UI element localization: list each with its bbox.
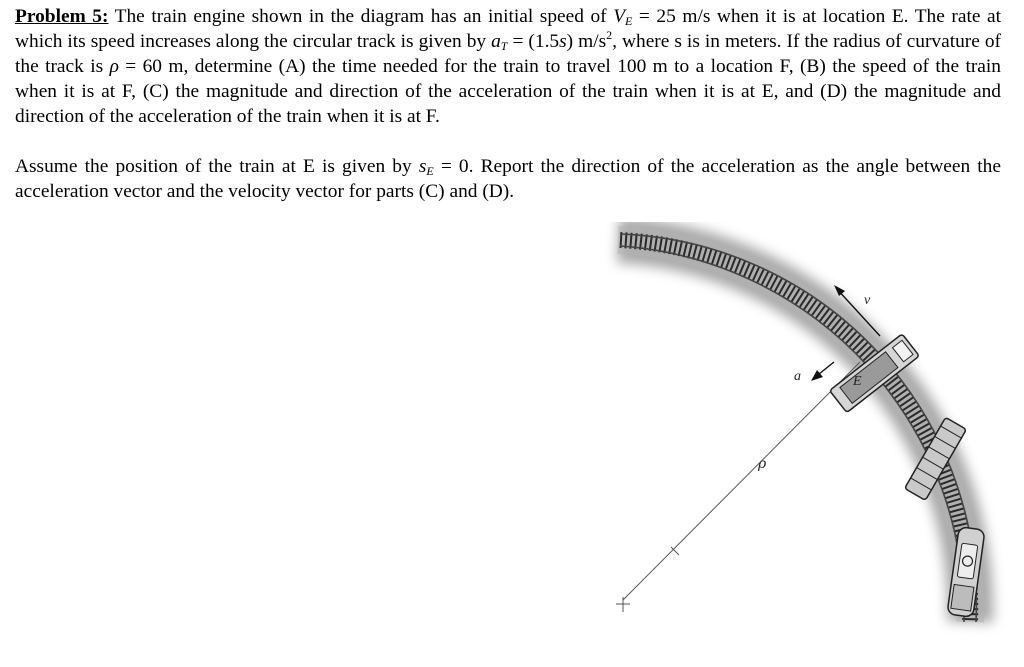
position-symbol: s (559, 31, 567, 52)
acceleration-label: a (794, 369, 801, 384)
tangential-accel-symbol: a (491, 31, 501, 52)
problem-statement (15, 4, 1001, 204)
tangential-accel-subscript: T (500, 39, 508, 53)
position-symbol: s (418, 156, 427, 177)
text-run: The train engine shown in the diagram has an initial speed of (108, 6, 614, 27)
problem-paragraph-1 (15, 4, 1001, 129)
location-e-label: E (853, 374, 862, 389)
velocity-label: v (864, 293, 871, 308)
problem-paragraph-2 (15, 154, 1001, 204)
text-run: = 0. Report the direction of the acceleration as the angle between the acceleration vector and the velocity vector for parts (C) and (D). (15, 156, 1001, 202)
text-run: = (1.5 (507, 31, 560, 52)
train-track-diagram (598, 222, 1008, 642)
text-run: Assume the position of the train at E is given by (15, 156, 419, 177)
text-run: , where s is in meters. If the radius of curvature of the track is (15, 31, 1002, 77)
text-run: = 25 m/s when it is at location E. The rate at which its speed increases along the circular track is given by (15, 6, 1001, 52)
velocity-subscript: E (625, 14, 633, 28)
radius-label: ρ (758, 456, 767, 472)
text-run: ) m/s (566, 31, 607, 52)
problem-heading: Problem 5: (15, 6, 109, 27)
railroad-ties (620, 240, 970, 622)
position-subscript: E (426, 164, 434, 178)
velocity-symbol: V (613, 6, 626, 27)
squared-superscript: 2 (606, 28, 613, 42)
radius-line (623, 362, 860, 600)
velocity-arrowhead (834, 285, 845, 296)
text-run: = 60 m, determine (A) the time needed for the train to travel 100 m to a location F, (B) the speed of the train when it is at F, (C) the magnitude and direction of the acceleration of the train when it is at E, and (D) the magnitude and direction of the acceleration of the train when it is at F. (15, 56, 1001, 127)
radius-symbol: ρ (109, 56, 119, 77)
